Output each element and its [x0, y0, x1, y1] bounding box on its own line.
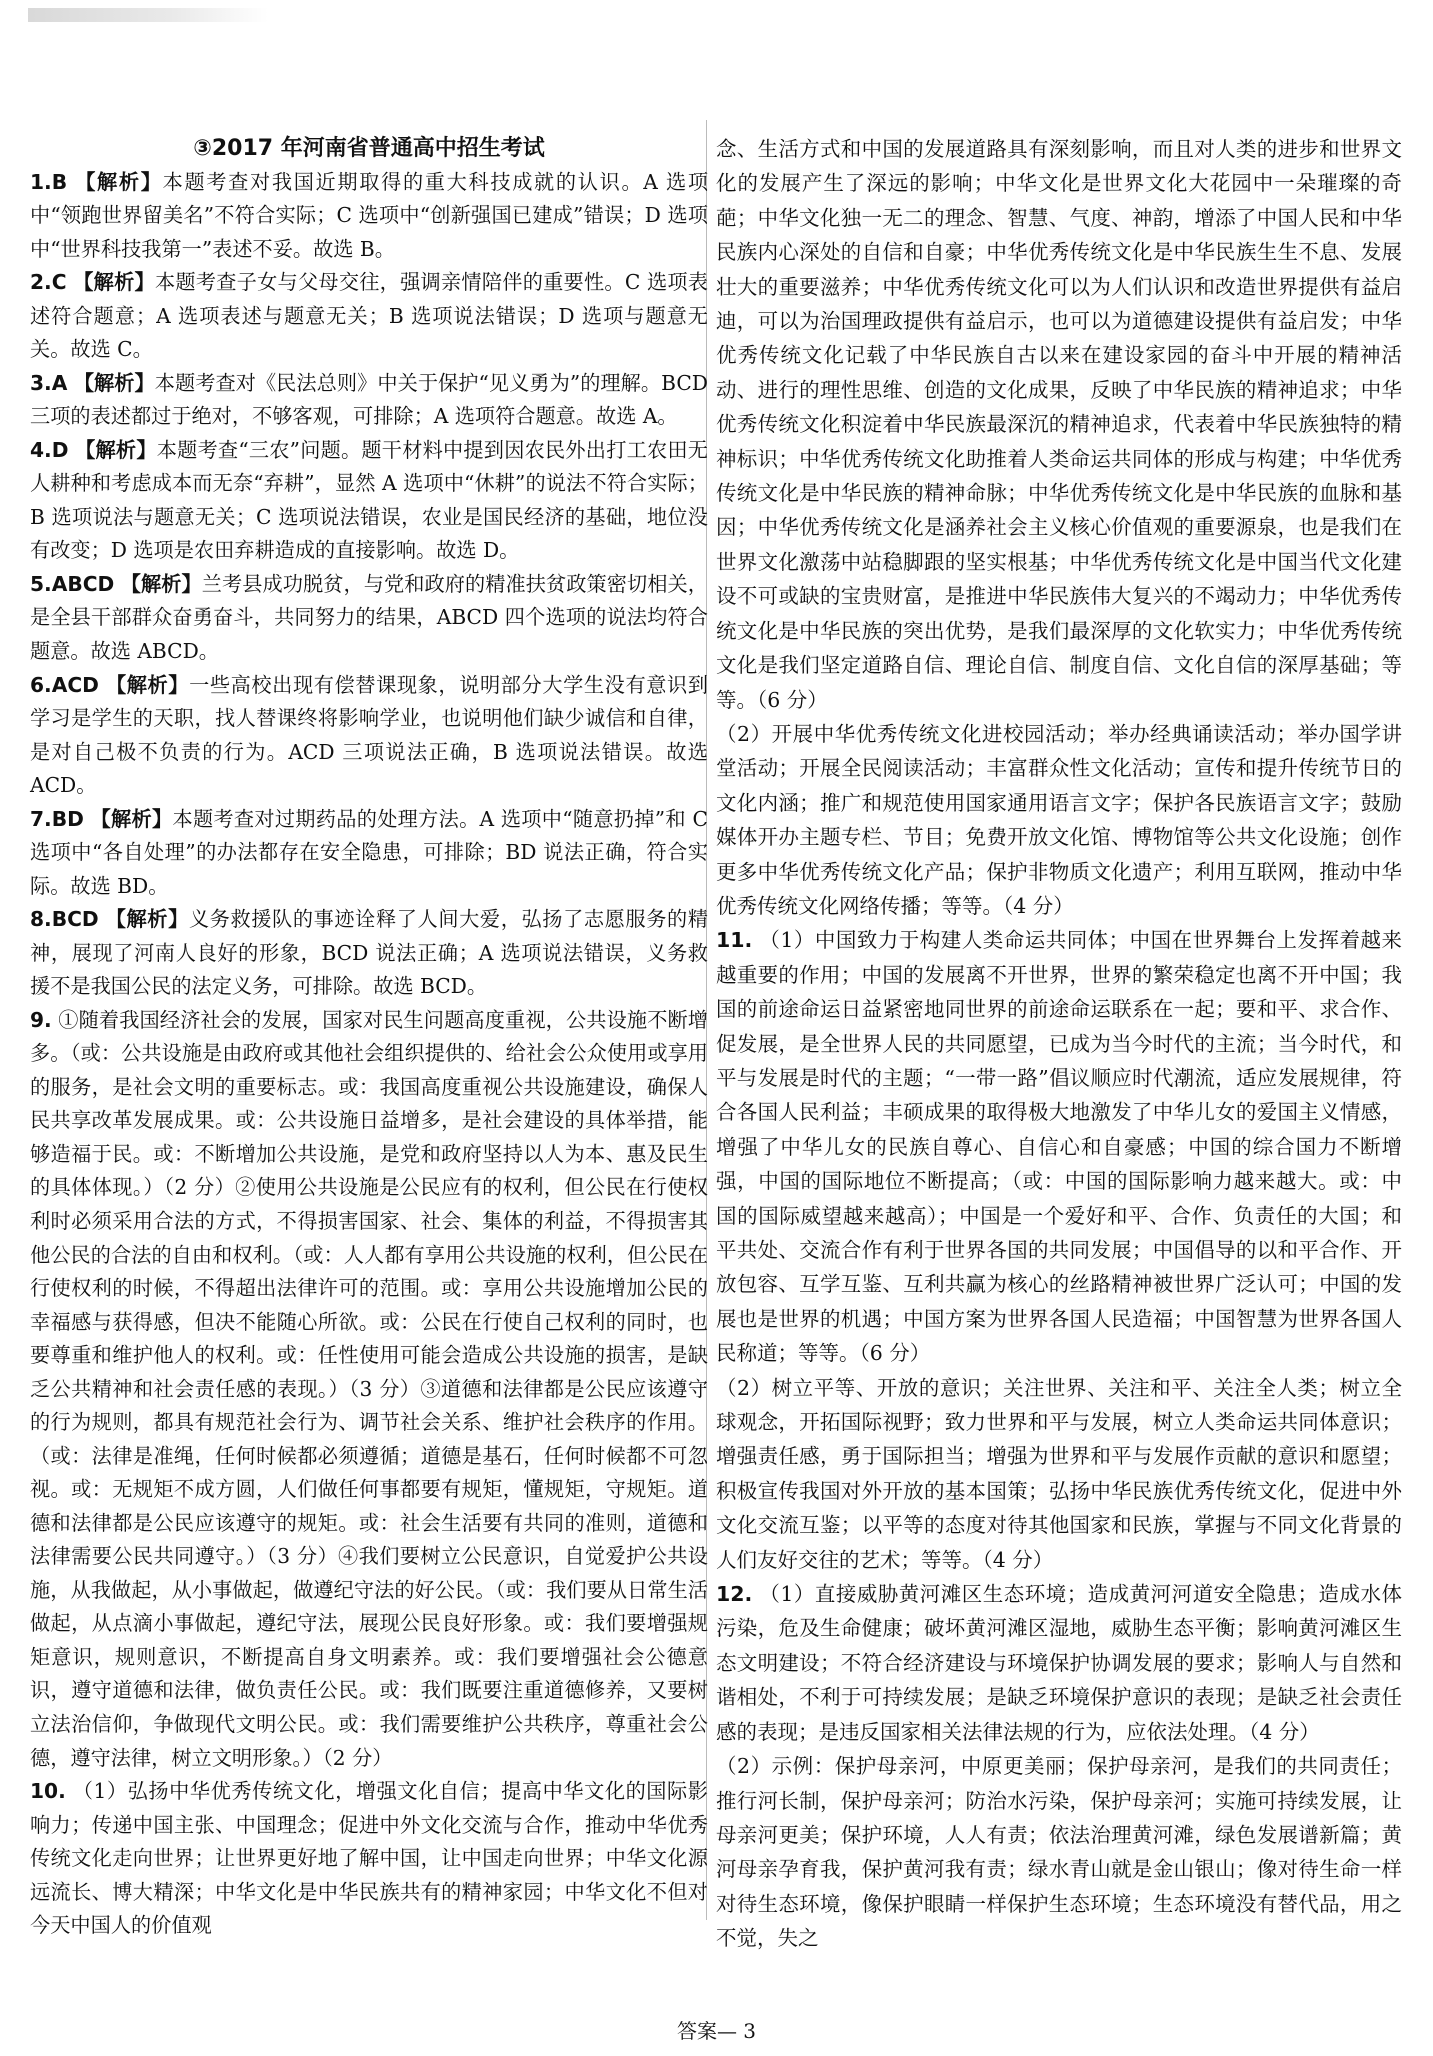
answer-text: 本题考查对过期药品的处理方法。A 选项中“随意扔掉”和 C 选项中“各自处理”的办法都存在安全隐患，可排除；BD 说法正确，符合实际。故选 BD。 [30, 806, 708, 898]
answer-item [716, 1577, 1402, 1749]
answer-number: 8.BCD [30, 907, 99, 932]
answer-text: （1）弘扬中华优秀传统文化，增强文化自信；提高中华文化的国际影响力；传递中国主张、中国理念；促进中外文化交流与合作，推动中华优秀传统文化走向世界；让世界更好地了解中国，让中国走向世界；中华文化源远流长、博大精深；中华文化是中华民族共有的精神家园；中华文化不但对今天中国人的价值观 [30, 1779, 708, 1938]
answer-text: （2）开展中华优秀传统文化进校园活动；举办经典诵读活动；举办国学讲堂活动；开展全民阅读活动；丰富群众性文化活动；宣传和提升传统节日的文化内涵；推广和规范使用国家通用语言文字；保护各民族语言文字；鼓励媒体开办主题专栏、节目；免费开放文化馆、博物馆等公共文化设施；创作更多中华优秀传统文化产品；保护非物质文化遗产；利用互联网，推动中华优秀传统文化网络传播；等等。（4 分） [716, 721, 1402, 918]
answer-item [30, 266, 708, 367]
answer-item [716, 717, 1402, 923]
left-answer-list [30, 166, 708, 1943]
answer-number: 9. [30, 1007, 52, 1032]
answer-number: 4.D [30, 437, 69, 462]
answer-item [30, 1775, 708, 1943]
answer-text: 念、生活方式和中国的发展道路具有深刻影响，而且对人类的进步和世界文化的发展产生了深远的影响；中华文化是世界文化大花园中一朵璀璨的奇葩；中华文化独一无二的理念、智慧、气度、神韵，增添了中国人民和中华民族内心深处的自信和自豪；中华优秀传统文化是中华民族生生不息、发展壮大的重要滋养；中华优秀传统文化可以为人们认识和改造世界提供有益启迪，可以为治国理政提供有益启示，也可以为道德建设提供有益启发；中华优秀传统文化记载了中华民族自古以来在建设家园的奋斗中开展的精神活动、进行的理性思维、创造的文化成果，反映了中华民族的精神追求；中华优秀传统文化积淀着中华民族最深沉的精神追求，代表着中华民族独特的精神标识；中华优秀传统文化助推着人类命运共同体的形成与构建；中华优秀传统文化是中华民族的精神命脉；中华优秀传统文化是中华民族的血脉和基因；中华优秀传统文化是涵养社会主义核心价值观的重要源泉，也是我们在世界文化激荡中站稳脚跟的坚实根基；中华优秀传统文化是中国当代文化建设不可或缺的宝贵财富，是推进中华民族伟大复兴的不竭动力；中华优秀传统文化是中华民族的突出优势，是我们最深厚的文化软实力；中华优秀传统文化是我们坚定道路自信、理论自信、制度自信、文化自信的深厚基础；等等。（6 分） [716, 137, 1402, 712]
answer-item [716, 1371, 1402, 1577]
answer-item [30, 803, 708, 904]
answer-item [30, 1004, 708, 1775]
answer-number: 5.ABCD [30, 571, 115, 596]
answer-text: 本题考查“三农”问题。题干材料中提到因农民外出打工农田无人耕种和考虑成本而无奈“弃耕”，显然 A 选项中“休耕”的说法不符合实际；B 选项说法与题意无关；C 选项说法错误，农业是国民经济的基础，地位没有改变；D 选项是农田弃耕造成的直接影响。故选 D。 [30, 437, 708, 563]
answer-text: 本题考查对我国近期取得的重大科技成就的认识。A 选项中“领跑世界留美名”不符合实际；C 选项中“创新强国已建成”错误；D 选项中“世界科技我第一”表述不妥。故选 B。 [30, 169, 709, 261]
answer-text: 义务救援队的事迹诠释了人间大爱，弘扬了志愿服务的精神，展现了河南人良好的形象，BCD 说法正确；A 选项说法错误，义务救援不是我国公民的法定义务，可排除。故选 BCD。 [30, 907, 708, 999]
answer-text: （2）树立平等、开放的意识；关注世界、关注和平、关注全人类；树立全球观念，开拓国际视野；致力世界和平与发展，树立人类命运共同体意识；增强责任感，勇于国际担当；增强为世界和平与发展作贡献的意识和愿望；积极宣传我国对外开放的基本国策；弘扬中华民族优秀传统文化，促进中外文化交流互鉴；以平等的态度对待其他国家和民族，掌握与不同文化背景的人们友好交往的艺术；等等。（4 分） [716, 1375, 1402, 1572]
analysis-tag: 【解析】 [105, 907, 189, 932]
answer-number: 10. [30, 1779, 66, 1804]
answer-item [716, 1749, 1402, 1955]
page-footer: 答案— 3 [676, 2019, 757, 2043]
answer-text: 兰考县成功脱贫，与党和政府的精准扶贫政策密切相关，是全县干部群众奋勇奋斗，共同努力的结果，ABCD 四个选项的说法均符合题意。故选 ABCD。 [30, 571, 708, 663]
right-answer-list [716, 132, 1402, 1956]
analysis-tag: 【解析】 [90, 806, 173, 831]
analysis-tag: 【解析】 [73, 270, 155, 295]
right-column [716, 132, 1402, 1956]
answer-text: （1）直接威胁黄河滩区生态环境；造成黄河河道安全隐患；造成水体污染，危及生命健康；破坏黄河滩区湿地，威胁生态平衡；影响黄河滩区生态文明建设；不符合经济建设与环境保护协调发展的要求；影响人与自然和谐相处，不利于可持续发展；是缺乏环境保护意识的表现；是缺乏社会责任感的表现；是违反国家相关法律法规的行为，应依法处理。（4 分） [716, 1582, 1402, 1744]
answer-item [30, 166, 708, 267]
answer-number: 12. [716, 1582, 753, 1607]
answer-item [30, 367, 708, 434]
answer-text: 一些高校出现有偿替课现象，说明部分大学生没有意识到学习是学生的天职，找人替课终将影响学业，也说明他们缺少诚信和自律，是对自己极不负责的行为。ACD 三项说法正确，B 选项说法错误。故选 ACD。 [30, 672, 708, 798]
answer-number: 3.A [30, 370, 68, 395]
answer-item [716, 132, 1402, 717]
answer-text: ①随着我国经济社会的发展，国家对民生问题高度重视，公共设施不断增多。（或：公共设施是由政府或其他社会组织提供的、给社会公众使用或享用的服务，是社会文明的重要标志。或：我国高度重视公共设施建设，确保人民共享改革发展成果。或：公共设施日益增多，是社会建设的具体举措，能够造福于民。或：不断增加公共设施，是党和政府坚持以人为本、惠及民生的具体体现。）（2 分）②使用公共设施是公民应有的权利，但公民在行使权利时必须采用合法的方式，不得损害国家、社会、集体的利益，不得损害其他公民的合法的自由和权利。（或：人人都有享用公共设施的权利，但公民在行使权利的时候，不得超出法律许可的范围。或：享用公共设施增加公民的幸福感与获得感，但决不能随心所欲。或：公民在行使自己权利的同时，也要尊重和维护他人的权利。或：任性使用可能会造成公共设施的损害，是缺乏公共精神和社会责任感的表现。）（3 分）③道德和法律都是公民应该遵守的行为规则，都具有规范社会行为、调节社会关系、维护社会秩序的作用。（或：法律是准绳，任何时候都必须遵循；道德是基石，任何时候都不可忽视。或：无规矩不成方圆，人们做任何事都要有规矩，懂规矩，守规矩。道德和法律都是公民应该遵守的规矩。或：社会生活要有共同的准则，道德和法律需要公民共同遵守。）（3 分）④我们要树立公民意识，自觉爱护公共设施，从我做起，从小事做起，做遵纪守法的好公民。（或：我们要从日常生活做起，从点滴小事做起，遵纪守法，展现公民良好形象。或：我们要增强规矩意识，规则意识，不断提高自身文明素养。或：我们要增强社会公德意识，遵守道德和法律，做负责任公民。或：我们既要注重道德修养，又要树立法治信仰，争做现代文明公民。或：我们需要维护公共秩序，尊重社会公德，遵守法律，树立文明形象。）（2 分） [30, 1007, 708, 1770]
answer-text: 本题考查对《民法总则》中关于保护“见义勇为”的理解。BCD 三项的表述都过于绝对，不够客观，可排除；A 选项符合题意。故选 A。 [30, 370, 708, 429]
answer-number: 6.ACD [30, 672, 99, 697]
analysis-tag: 【解析】 [75, 169, 163, 194]
section-title: ③2017 年河南省普通高中招生考试 [193, 136, 545, 161]
answer-number: 11. [716, 928, 753, 953]
answer-number: 7.BD [30, 806, 84, 831]
answer-text: （2）示例：保护母亲河，中原更美丽；保护母亲河，是我们的共同责任；推行河长制，保护母亲河；防治水污染，保护母亲河；实施可持续发展，让母亲河更美；保护环境，人人有责；依法治理黄河滩，绿色发展谱新篇；黄河母亲孕育我，保护黄河我有责；绿水青山就是金山银山；像对待生命一样对待生态环境，像保护眼睛一样保护生态环境；生态环境没有替代品，用之不觉，失之 [716, 1754, 1402, 1951]
analysis-tag: 【解析】 [73, 370, 155, 395]
analysis-tag: 【解析】 [120, 571, 202, 596]
analysis-tag: 【解析】 [105, 672, 190, 697]
answer-item [30, 434, 708, 568]
answer-item [30, 568, 708, 669]
answer-number: 2.C [30, 270, 67, 295]
answer-item [30, 903, 708, 1004]
answer-item [30, 669, 708, 803]
answer-text: 本题考查子女与父母交往，强调亲情陪伴的重要性。C 选项表述符合题意；A 选项表述与题意无关；B 选项说法错误；D 选项与题意无关。故选 C。 [30, 270, 708, 362]
analysis-tag: 【解析】 [75, 437, 157, 462]
answer-number: 1.B [30, 169, 68, 194]
answer-text: （1）中国致力于构建人类命运共同体；中国在世界舞台上发挥着越来越重要的作用；中国的发展离不开世界，世界的繁荣稳定也离不开中国；我国的前途命运日益紧密地同世界的前途命运联系在一起；要和平、求合作、促发展，是全世界人民的共同愿望，已成为当今时代的主流；当今时代，和平与发展是时代的主题；“一带一路”倡议顺应时代潮流，适应发展规律，符合各国人民利益；丰硕成果的取得极大地激发了中华儿女的爱国主义情感，增强了中华儿女的民族自尊心、自信心和自豪感；中国的综合国力不断增强，中国的国际地位不断提高；（或：中国的国际影响力越来越大。或：中国的国际威望越来越高）；中国是一个爱好和平、合作、负责任的大国；和平共处、交流合作有利于世界各国的共同发展；中国倡导的以和平合作、开放包容、互学互鉴、互利共赢为核心的丝路精神被世界广泛认可；中国的发展也是世界的机遇；中国方案为世界各国人民造福；中国智慧为世界各国人民称道；等等。（6 分） [716, 928, 1402, 1366]
answer-item [716, 923, 1402, 1370]
left-column [30, 132, 708, 1943]
scan-artifact [28, 8, 268, 22]
